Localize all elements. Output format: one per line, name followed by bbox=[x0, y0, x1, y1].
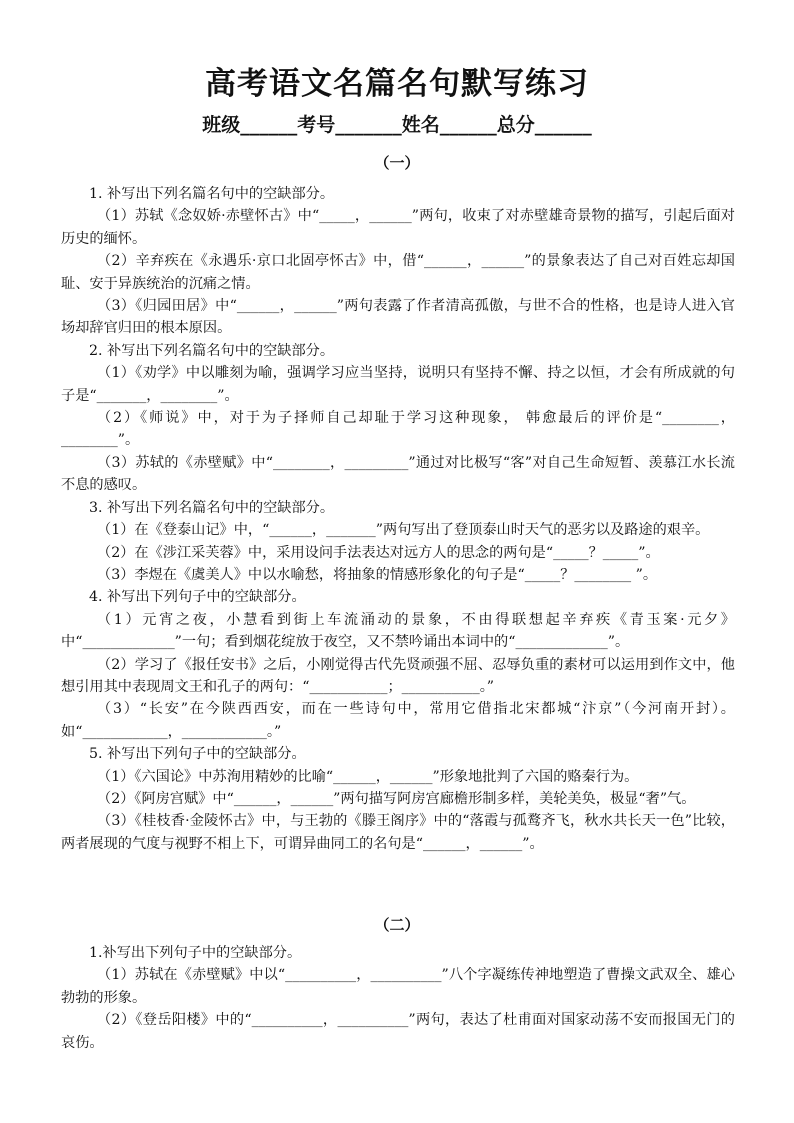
question-4-prompt: 4. 补写出下列句子中的空缺部分。 bbox=[89, 589, 306, 606]
question-2-item-3: （3）苏轼的《赤壁赋》中“________，_________”通过对比极写“客”对自己生命短暂、羡慕江水长流不息的感叹。 bbox=[61, 454, 735, 494]
question-1-item-1: （1）苏轼《念奴娇·赤壁怀古》中“_____，______”两句，收束了对赤壁雄奇景物的描写，引起后面对历史的缅怀。 bbox=[61, 208, 735, 247]
question-3-item-3: （3）李煜在《虞美人》中以水喻愁，将抽象的情感形象化的句子是“_____？________ ”。 bbox=[97, 566, 658, 583]
question-1-prompt: 1. 补写出下列名篇名句中的空缺部分。 bbox=[89, 186, 335, 202]
question-5-item-1: （1）《六国论》中苏洵用精妙的比喻“______，______”形象地批判了六国的赂秦行为。 bbox=[97, 768, 639, 785]
section-1-body bbox=[61, 183, 735, 855]
question-2-item-1: （1）《劝学》中以雕刻为喻，强调学习应当坚持，说明只有坚持不懈、持之以恒，才会有所成就的句子是“_______，________”。 bbox=[61, 365, 735, 404]
section-heading-2: （二） bbox=[374, 916, 420, 934]
question-3-prompt: 3. 补写出下列名篇名句中的空缺部分。 bbox=[89, 499, 335, 516]
question-3-item-1: （1）在《登泰山记》中，“______，_______”两句写出了登顶泰山时天气的恶劣以及路途的艰辛。 bbox=[97, 522, 710, 539]
question-5-item-3: （3）《桂枝香·金陵怀古》中，与王勃的《滕王阁序》中的“落霞与孤鹜齐飞，秋水共长天一色”比较，两者展现的气度与视野不相上下，可谓异曲同工的名句是“______，______”。 bbox=[61, 813, 735, 852]
section-heading-1: （一） bbox=[374, 154, 420, 172]
question-5-item-2: （2）《阿房宫赋》中“______，______”两句描写阿房宫廊檐形制多样，美轮美奂，极显“奢”气。 bbox=[97, 790, 696, 807]
section-2-question-1-item-2: （2）《登岳阳楼》中的“__________，__________”两句，表达了杜甫面对国家动荡不安而报国无门的哀伤。 bbox=[61, 1012, 735, 1051]
question-2-prompt: 2. 补写出下列名篇名句中的空缺部分。 bbox=[89, 342, 335, 359]
question-2-item-2: （2）《师说》中，对于为子择师自己却耻于学习这种现象， 韩愈最后的评价是“________，________”。 bbox=[61, 410, 735, 449]
question-4-item-2: （2）学习了《报任安书》之后，小刚觉得古代先贤顽强不屈、忍辱负重的素材可以运用到作文中，他想引用其中表现周文王和孔子的两句：“___________；___________。” bbox=[61, 656, 735, 695]
section-2-question-1-prompt: 1.补写出下列句子中的空缺部分。 bbox=[89, 945, 302, 961]
page-title: 高考语文名篇名句默写练习 bbox=[205, 66, 589, 102]
question-1-item-2: （2）辛弃疾在《永遇乐·京口北固亭怀古》中，借“______，______”的景象表达了自己对百姓忘却国耻、安于异族统治的沉痛之情。 bbox=[61, 253, 735, 292]
question-1-item-3: （3）《归园田居》中“______，______”两句表露了作者清高孤傲，与世不合的性格，也是诗人进入官场却辞官归田的根本原因。 bbox=[61, 298, 735, 337]
section-2-question-1-item-1: （1）苏轼在《赤壁赋》中以“__________，__________”八个字凝练传神地塑造了曹操文武双全、雄心勃勃的形象。 bbox=[61, 967, 735, 1006]
section-2-body bbox=[61, 942, 735, 1054]
question-4-item-3: （3）“长安”在今陕西西安，而在一些诗句中，常用它借指北宋都城“汴京”（今河南开封）。如“____________，____________。” bbox=[61, 701, 735, 740]
question-5-prompt: 5. 补写出下列句子中的空缺部分。 bbox=[89, 746, 306, 763]
question-4-item-1: （1）元宵之夜，小慧看到街上车流涌动的景象，不由得联想起辛弃疾《青玉案·元夕》中“_____________”一句；看到烟花绽放于夜空，又不禁吟诵出本词中的“_____________”。 bbox=[61, 611, 735, 651]
question-3-item-2: （2）在《涉江采芙蓉》中，采用设问手法表达对远方人的思念的两句是“_____？_____”。 bbox=[97, 544, 660, 561]
student-info-line: 班级______考号_______姓名______总分______ bbox=[202, 114, 592, 136]
